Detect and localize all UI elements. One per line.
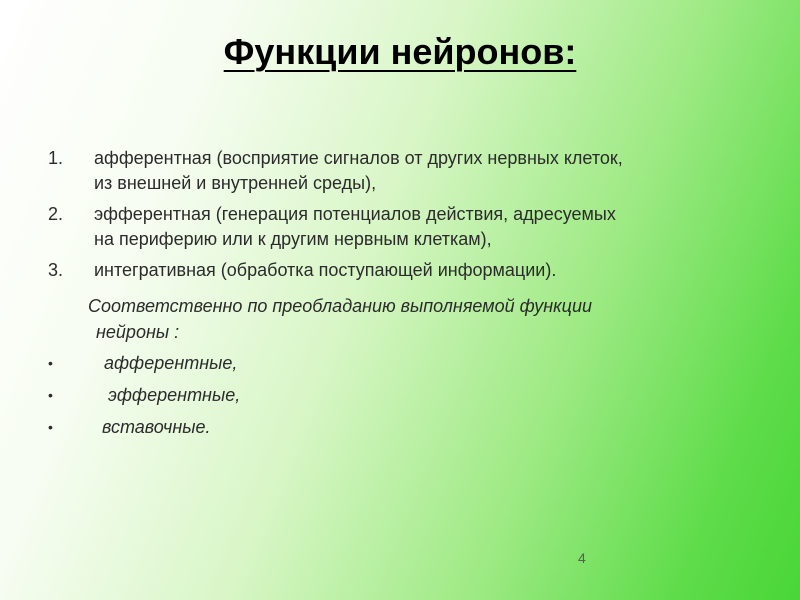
item-text-line: эфферентная (генерация потенциалов действия, адресуемых	[94, 204, 616, 224]
bullet-icon: •	[48, 419, 53, 435]
item-text-line: интегративная (обработка поступающей информации).	[94, 260, 557, 280]
bullet-icon: •	[48, 387, 53, 403]
neuron-type-label: афферентные,	[104, 353, 238, 373]
neuron-type-label: вставочные.	[102, 417, 211, 437]
bullet-icon: •	[48, 355, 53, 371]
neuron-type-label: эфферентные,	[108, 385, 241, 405]
item-number: 2.	[48, 204, 64, 224]
item-text-line: на периферию или к другим нервным клеткам),	[94, 229, 492, 249]
functions-list	[48, 146, 768, 289]
item-text-line: афферентная (восприятие сигналов от других нервных клеток,	[94, 148, 623, 168]
item-text-line: из внешней и внутренней среды),	[94, 173, 377, 193]
item-number: 1.	[48, 148, 64, 168]
slide-title: Функции нейронов:	[223, 31, 577, 72]
list-item	[48, 146, 768, 196]
page-number: 4	[578, 550, 586, 566]
conclusion-line: нейроны :	[96, 322, 180, 342]
list-item	[48, 258, 768, 283]
conclusion-text	[88, 293, 728, 345]
item-number: 3.	[48, 260, 64, 280]
conclusion-line: Соответственно по преобладанию выполняемой функции	[88, 296, 592, 316]
list-item	[48, 202, 768, 252]
